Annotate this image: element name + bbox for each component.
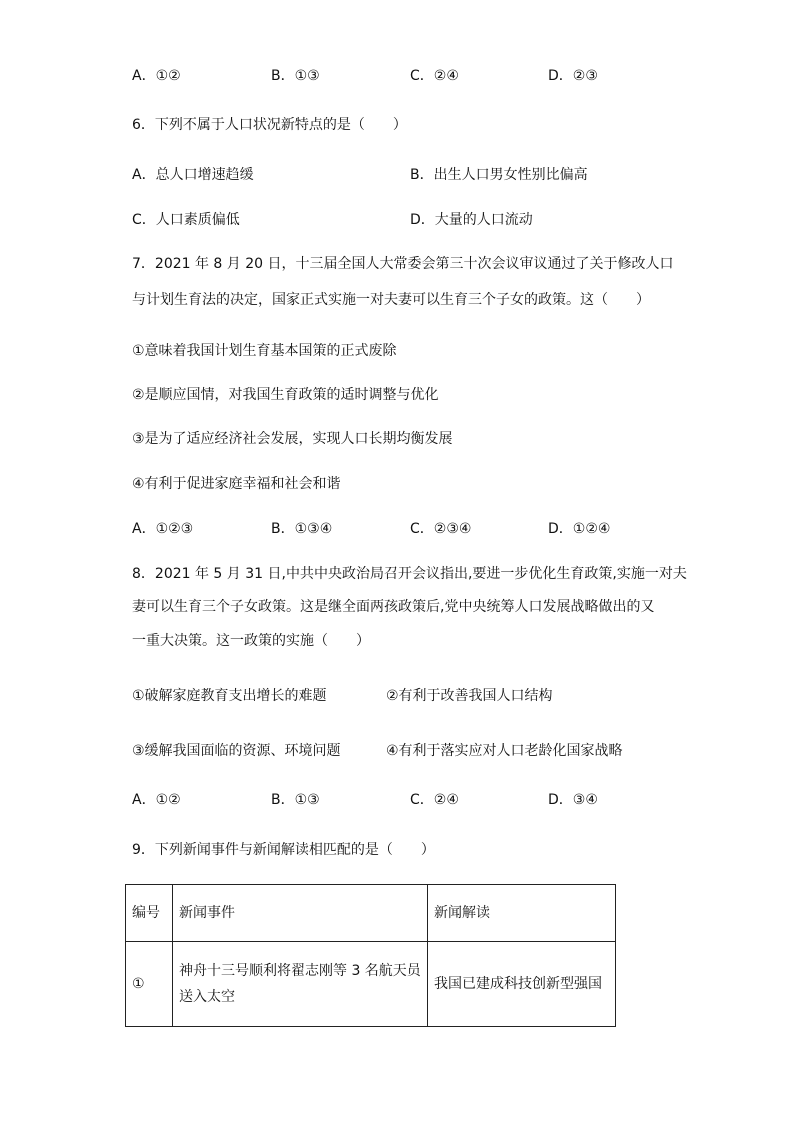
row-number: ① bbox=[126, 942, 173, 1027]
q8-option-a: A．①② bbox=[132, 792, 181, 808]
q6-option-c: C．人口素质偏低 bbox=[132, 212, 240, 228]
q8-statement-1: ①破解家庭教育支出增长的难题 bbox=[132, 688, 327, 704]
q7-statement-2: ②是顺应国情，对我国生育政策的适时调整与优化 bbox=[132, 387, 439, 403]
row-news-reading: 我国已建成科技创新型强国 bbox=[428, 942, 616, 1027]
q6-stem: 6．下列不属于人口状况新特点的是（ ） bbox=[132, 117, 407, 133]
q7-stem-line-1: 7．2021 年 8 月 20 日，十三届全国人大常委会第三十次会议审议通过了关于修改人口 bbox=[132, 256, 674, 272]
q5-option-c: C．②④ bbox=[410, 68, 459, 84]
q8-stem-line-1: 8．2021 年 5 月 31 日,中共中央政治局召开会议指出,要进一步优化生育政策,实施一对夫 bbox=[132, 566, 687, 582]
q7-option-a: A．①②③ bbox=[132, 521, 194, 537]
table-header-row bbox=[126, 885, 616, 942]
q8-statement-4: ④有利于落实应对人口老龄化国家战略 bbox=[386, 743, 623, 759]
row-news-event bbox=[173, 942, 428, 1027]
q8-option-d: D．③④ bbox=[548, 792, 598, 808]
q8-statement-3: ③缓解我国面临的资源、环境问题 bbox=[132, 743, 341, 759]
q7-option-d: D．①②④ bbox=[548, 521, 611, 537]
table-row bbox=[126, 942, 616, 1027]
q8-option-c: C．②④ bbox=[410, 792, 459, 808]
q7-statement-3: ③是为了适应经济社会发展，实现人口长期均衡发展 bbox=[132, 431, 453, 447]
q5-option-a: A．①② bbox=[132, 68, 181, 84]
q7-option-c: C．②③④ bbox=[410, 521, 472, 537]
q7-statement-4: ④有利于促进家庭幸福和社会和谐 bbox=[132, 476, 341, 492]
row-news-event-line-1: 神舟十三号顺利将翟志刚等 3 名航天员 bbox=[179, 963, 421, 979]
header-news-reading: 新闻解读 bbox=[428, 885, 616, 942]
q7-option-b: B．①③④ bbox=[271, 521, 333, 537]
q5-option-d: D．②③ bbox=[548, 68, 598, 84]
q9-stem: 9．下列新闻事件与新闻解读相匹配的是（ ） bbox=[132, 842, 435, 858]
q6-option-a: A．总人口增速趋缓 bbox=[132, 167, 254, 183]
q5-option-b: B．①③ bbox=[271, 68, 320, 84]
news-table bbox=[125, 884, 616, 1027]
header-news-event: 新闻事件 bbox=[173, 885, 428, 942]
q8-option-b: B．①③ bbox=[271, 792, 320, 808]
header-number: 编号 bbox=[126, 885, 173, 942]
row-news-event-line-2: 送入太空 bbox=[179, 989, 235, 1005]
q6-option-b: B．出生人口男女性别比偏高 bbox=[410, 167, 588, 183]
q7-statement-1: ①意味着我国计划生育基本国策的正式废除 bbox=[132, 343, 397, 359]
q8-statement-2: ②有利于改善我国人口结构 bbox=[386, 688, 553, 704]
q7-stem-line-2: 与计划生育法的决定，国家正式实施一对夫妻可以生育三个子女的政策。这（ ） bbox=[132, 292, 650, 308]
q8-stem-line-2: 妻可以生育三个子女政策。这是继全面两孩政策后,党中央统筹人口发展战略做出的又 bbox=[132, 599, 655, 615]
q6-option-d: D．大量的人口流动 bbox=[410, 212, 533, 228]
q8-stem-line-3: 一重大决策。这一政策的实施（ ） bbox=[132, 633, 370, 649]
